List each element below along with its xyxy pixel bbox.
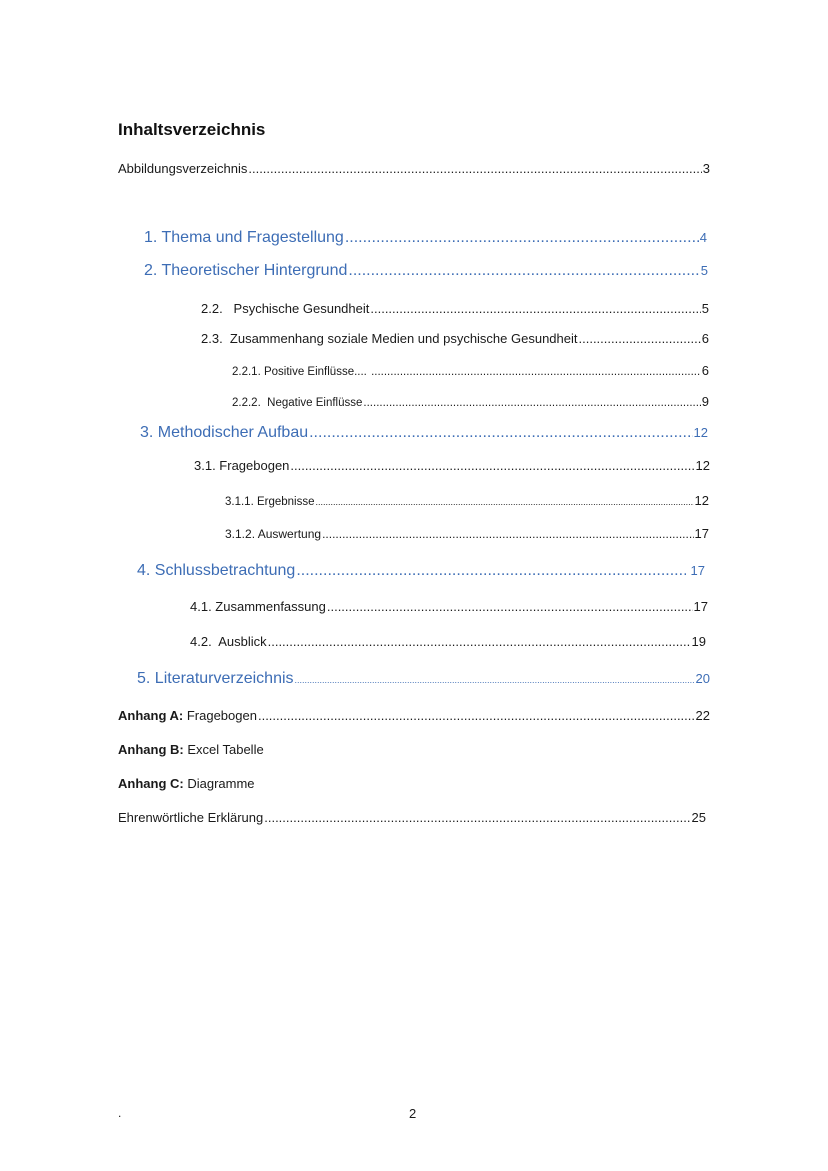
toc-entry-page: 12 bbox=[694, 493, 709, 508]
toc-entry-label: 5. Literaturverzeichnis bbox=[137, 670, 294, 687]
toc-title: Inhaltsverzeichnis bbox=[118, 120, 266, 139]
toc-entry-auswertung[interactable] bbox=[225, 526, 709, 541]
toc-leader-dots bbox=[370, 301, 700, 316]
page-number: 2 bbox=[409, 1106, 417, 1121]
toc-entry-page: 4 bbox=[699, 230, 707, 245]
toc-entry-anhang-b[interactable] bbox=[118, 742, 710, 757]
toc-entry-label: 1. Thema und Fragestellung bbox=[144, 229, 344, 246]
toc-leader-dots bbox=[290, 458, 694, 473]
toc-entry-label: 3.1. Fragebogen bbox=[194, 458, 290, 473]
toc-entry-page: 25 bbox=[691, 810, 706, 825]
toc-leader-dots bbox=[264, 810, 690, 825]
toc-leader-dots bbox=[296, 562, 686, 580]
toc-leader-dots bbox=[268, 634, 691, 649]
toc-entry-ergebnisse[interactable] bbox=[225, 493, 709, 508]
toc-entry-page: 20 bbox=[695, 671, 710, 686]
toc-entry-theoretischer-hintergrund[interactable] bbox=[144, 262, 708, 280]
toc-entry-page: 19 bbox=[691, 634, 706, 649]
toc-entry-ehrenwoertliche-erklaerung[interactable] bbox=[118, 810, 706, 825]
toc-leader-dots bbox=[248, 161, 701, 176]
toc-entry-label: 2.2.1. Positive Einflüsse.... bbox=[232, 366, 371, 378]
toc-entry-page: 17 bbox=[694, 526, 709, 541]
toc-entry-page: 6 bbox=[701, 331, 709, 346]
toc-entry-label: 2.2.2. Negative Einflüsse bbox=[232, 397, 363, 409]
toc-leader-dots bbox=[345, 229, 699, 247]
toc-entry-label: Ehrenwörtliche Erklärung bbox=[118, 810, 264, 825]
toc-entry-page: 17 bbox=[693, 599, 708, 614]
toc-leader-dots bbox=[309, 424, 692, 442]
toc-entry-label-bold: Anhang B: bbox=[118, 742, 184, 757]
toc-leader-dots bbox=[316, 497, 694, 507]
toc-leader-dots bbox=[348, 262, 699, 280]
toc-entry-label: Fragebogen bbox=[183, 708, 257, 723]
toc-entry-label-bold: Anhang A: bbox=[118, 708, 184, 723]
toc-entry-label: 2.2. Psychische Gesundheit bbox=[201, 301, 370, 316]
toc-entry-page: 5 bbox=[701, 301, 709, 316]
toc-entry-label: 2. Theoretischer Hintergrund bbox=[144, 262, 348, 279]
toc-entry-page: 6 bbox=[701, 363, 709, 378]
toc-entry-zusammenhang[interactable] bbox=[201, 331, 709, 346]
toc-entry-label: 4. Schlussbetrachtung bbox=[137, 562, 296, 579]
toc-entry-anhang-c[interactable] bbox=[118, 776, 710, 791]
toc-leader-dots bbox=[295, 675, 695, 685]
toc-entry-label: 3.1.2. Auswertung bbox=[225, 527, 322, 541]
toc-leader-dots bbox=[371, 366, 701, 378]
toc-entry-thema[interactable] bbox=[144, 229, 707, 247]
toc-leader-dots bbox=[579, 331, 701, 346]
toc-entry-negative-einfluesse[interactable] bbox=[232, 394, 709, 409]
toc-entry-page: 3 bbox=[702, 161, 710, 176]
toc-entry-label: Abbildungsverzeichnis bbox=[118, 161, 248, 176]
toc-entry-methodischer-aufbau[interactable] bbox=[140, 424, 708, 442]
toc-entry-literaturverzeichnis[interactable] bbox=[137, 670, 710, 688]
toc-entry-label: 4.1. Zusammenfassung bbox=[190, 599, 326, 614]
toc-entry-label: 4.2. Ausblick bbox=[190, 634, 267, 649]
toc-entry-anhang-a[interactable] bbox=[118, 708, 710, 723]
toc-entry-page: 5 bbox=[700, 263, 708, 278]
footer-mark: . bbox=[118, 1106, 122, 1120]
toc-entry-label: Diagramme bbox=[183, 776, 255, 791]
toc-entry-schlussbetrachtung[interactable] bbox=[137, 562, 705, 580]
toc-entry-psychische-gesundheit[interactable] bbox=[201, 301, 709, 316]
toc-entry-zusammenfassung[interactable] bbox=[190, 599, 708, 614]
toc-entry-label: 3.1.1. Ergebnisse bbox=[225, 496, 315, 508]
toc-leader-dots bbox=[322, 527, 693, 541]
toc-entry-ausblick[interactable] bbox=[190, 634, 706, 649]
toc-entry-page: 12 bbox=[693, 425, 708, 440]
toc-entry-page: 9 bbox=[701, 394, 709, 409]
toc-entry-page: 12 bbox=[695, 458, 710, 473]
toc-entry-label-bold: Anhang C: bbox=[118, 776, 184, 791]
toc-entry-label: 2.3. Zusammenhang soziale Medien und psychische Gesundheit bbox=[201, 331, 578, 346]
toc-entry-page: 17 bbox=[686, 563, 705, 578]
toc-entry-page: 22 bbox=[695, 708, 710, 723]
toc-leader-dots bbox=[363, 397, 700, 409]
toc-leader-dots bbox=[258, 708, 695, 723]
toc-leader-dots bbox=[327, 599, 693, 614]
toc-entry-abbildungsverzeichnis[interactable] bbox=[118, 161, 710, 176]
toc-entry-label: 3. Methodischer Aufbau bbox=[140, 424, 309, 441]
toc-entry-positive-einfluesse[interactable] bbox=[232, 363, 709, 378]
toc-entry-label: Excel Tabelle bbox=[183, 742, 264, 757]
toc-entry-fragebogen[interactable] bbox=[194, 458, 710, 473]
